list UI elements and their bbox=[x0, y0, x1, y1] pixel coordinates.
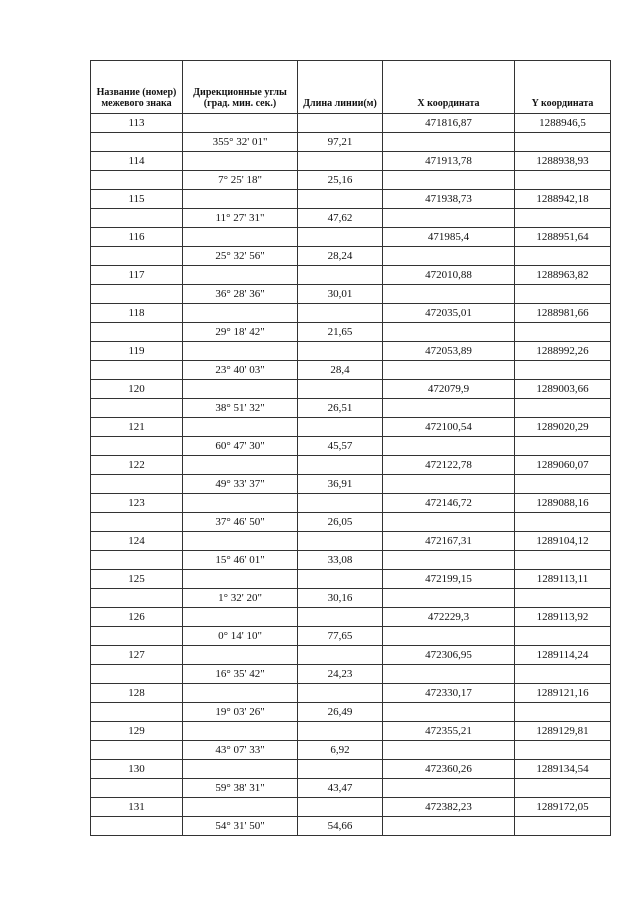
x-coordinate: 472360,26 bbox=[383, 760, 515, 779]
empty-cell bbox=[515, 779, 611, 798]
point-name: 116 bbox=[91, 228, 183, 247]
empty-cell bbox=[298, 532, 383, 551]
empty-cell bbox=[298, 494, 383, 513]
empty-cell bbox=[183, 494, 298, 513]
y-coordinate: 1289113,11 bbox=[515, 570, 611, 589]
empty-cell bbox=[515, 399, 611, 418]
y-coordinate: 1288942,18 bbox=[515, 190, 611, 209]
table-body bbox=[91, 114, 611, 836]
table-row bbox=[91, 798, 611, 817]
empty-cell bbox=[383, 817, 515, 836]
line-length: 30,01 bbox=[298, 285, 383, 304]
boundary-coordinates-table bbox=[90, 60, 611, 836]
empty-cell bbox=[298, 570, 383, 589]
y-coordinate: 1288963,82 bbox=[515, 266, 611, 285]
direction-angle: 23° 40' 03" bbox=[183, 361, 298, 380]
y-coordinate: 1289129,81 bbox=[515, 722, 611, 741]
empty-cell bbox=[298, 760, 383, 779]
empty-cell bbox=[515, 589, 611, 608]
y-coordinate: 1289060,07 bbox=[515, 456, 611, 475]
empty-cell bbox=[515, 171, 611, 190]
empty-cell bbox=[91, 513, 183, 532]
empty-cell bbox=[515, 817, 611, 836]
table-row bbox=[91, 684, 611, 703]
direction-angle: 7° 25' 18" bbox=[183, 171, 298, 190]
empty-cell bbox=[91, 437, 183, 456]
x-coordinate: 472146,72 bbox=[383, 494, 515, 513]
empty-cell bbox=[91, 133, 183, 152]
point-name: 114 bbox=[91, 152, 183, 171]
x-coordinate: 471985,4 bbox=[383, 228, 515, 247]
x-coordinate: 472035,01 bbox=[383, 304, 515, 323]
table-row bbox=[91, 304, 611, 323]
empty-cell bbox=[91, 817, 183, 836]
x-coordinate: 472010,88 bbox=[383, 266, 515, 285]
table-row bbox=[91, 817, 611, 836]
x-coordinate: 472229,3 bbox=[383, 608, 515, 627]
empty-cell bbox=[298, 152, 383, 171]
empty-cell bbox=[383, 171, 515, 190]
empty-cell bbox=[183, 114, 298, 133]
empty-cell bbox=[298, 798, 383, 817]
empty-cell bbox=[183, 532, 298, 551]
empty-cell bbox=[383, 703, 515, 722]
empty-cell bbox=[515, 361, 611, 380]
point-name: 127 bbox=[91, 646, 183, 665]
line-length: 26,05 bbox=[298, 513, 383, 532]
empty-cell bbox=[515, 551, 611, 570]
direction-angle: 15° 46' 01" bbox=[183, 551, 298, 570]
point-name: 129 bbox=[91, 722, 183, 741]
line-length: 45,57 bbox=[298, 437, 383, 456]
empty-cell bbox=[298, 114, 383, 133]
empty-cell bbox=[183, 646, 298, 665]
line-length: 33,08 bbox=[298, 551, 383, 570]
table-row bbox=[91, 627, 611, 646]
empty-cell bbox=[91, 323, 183, 342]
empty-cell bbox=[298, 456, 383, 475]
table-row bbox=[91, 456, 611, 475]
x-coordinate: 472382,23 bbox=[383, 798, 515, 817]
line-length: 6,92 bbox=[298, 741, 383, 760]
empty-cell bbox=[383, 247, 515, 266]
line-length: 43,47 bbox=[298, 779, 383, 798]
x-coordinate: 471938,73 bbox=[383, 190, 515, 209]
empty-cell bbox=[383, 285, 515, 304]
direction-angle: 29° 18' 42" bbox=[183, 323, 298, 342]
empty-cell bbox=[383, 627, 515, 646]
empty-cell bbox=[183, 418, 298, 437]
table-row bbox=[91, 494, 611, 513]
line-length: 36,91 bbox=[298, 475, 383, 494]
header-direction-angle: Дирекционные углы (град. мин. сек.) bbox=[183, 61, 298, 114]
direction-angle: 11° 27' 31" bbox=[183, 209, 298, 228]
empty-cell bbox=[298, 722, 383, 741]
direction-angle: 19° 03' 26" bbox=[183, 703, 298, 722]
empty-cell bbox=[383, 665, 515, 684]
table-row bbox=[91, 760, 611, 779]
table-row bbox=[91, 741, 611, 760]
line-length: 30,16 bbox=[298, 589, 383, 608]
y-coordinate: 1289134,54 bbox=[515, 760, 611, 779]
empty-cell bbox=[383, 513, 515, 532]
y-coordinate: 1289003,66 bbox=[515, 380, 611, 399]
line-length: 21,65 bbox=[298, 323, 383, 342]
line-length: 47,62 bbox=[298, 209, 383, 228]
direction-angle: 59° 38' 31" bbox=[183, 779, 298, 798]
y-coordinate: 1288992,26 bbox=[515, 342, 611, 361]
y-coordinate: 1289172,05 bbox=[515, 798, 611, 817]
x-coordinate: 472355,21 bbox=[383, 722, 515, 741]
point-name: 128 bbox=[91, 684, 183, 703]
empty-cell bbox=[183, 380, 298, 399]
y-coordinate: 1288946,5 bbox=[515, 114, 611, 133]
table-row bbox=[91, 323, 611, 342]
empty-cell bbox=[91, 627, 183, 646]
direction-angle: 49° 33' 37" bbox=[183, 475, 298, 494]
direction-angle: 37° 46' 50" bbox=[183, 513, 298, 532]
empty-cell bbox=[383, 399, 515, 418]
y-coordinate: 1289121,16 bbox=[515, 684, 611, 703]
point-name: 122 bbox=[91, 456, 183, 475]
x-coordinate: 472167,31 bbox=[383, 532, 515, 551]
point-name: 125 bbox=[91, 570, 183, 589]
table-row bbox=[91, 152, 611, 171]
empty-cell bbox=[298, 380, 383, 399]
table-row bbox=[91, 209, 611, 228]
table-row bbox=[91, 589, 611, 608]
y-coordinate: 1289088,16 bbox=[515, 494, 611, 513]
empty-cell bbox=[91, 703, 183, 722]
x-coordinate: 472306,95 bbox=[383, 646, 515, 665]
table-row bbox=[91, 475, 611, 494]
table-row bbox=[91, 114, 611, 133]
table-row bbox=[91, 190, 611, 209]
point-name: 126 bbox=[91, 608, 183, 627]
point-name: 113 bbox=[91, 114, 183, 133]
header-y-coordinate: Y координата bbox=[515, 61, 611, 114]
point-name: 120 bbox=[91, 380, 183, 399]
table-row bbox=[91, 722, 611, 741]
empty-cell bbox=[183, 342, 298, 361]
direction-angle: 43° 07' 33" bbox=[183, 741, 298, 760]
empty-cell bbox=[383, 133, 515, 152]
point-name: 130 bbox=[91, 760, 183, 779]
empty-cell bbox=[515, 627, 611, 646]
point-name: 124 bbox=[91, 532, 183, 551]
empty-cell bbox=[515, 247, 611, 266]
table-row bbox=[91, 703, 611, 722]
table-row bbox=[91, 285, 611, 304]
y-coordinate: 1288938,93 bbox=[515, 152, 611, 171]
table-row bbox=[91, 665, 611, 684]
empty-cell bbox=[298, 228, 383, 247]
table-row bbox=[91, 437, 611, 456]
empty-cell bbox=[515, 741, 611, 760]
table-row bbox=[91, 513, 611, 532]
header-point-name: Название (номер) межевого знака bbox=[91, 61, 183, 114]
empty-cell bbox=[515, 513, 611, 532]
empty-cell bbox=[298, 342, 383, 361]
empty-cell bbox=[383, 741, 515, 760]
table-row bbox=[91, 266, 611, 285]
empty-cell bbox=[183, 152, 298, 171]
empty-cell bbox=[298, 684, 383, 703]
table-row bbox=[91, 361, 611, 380]
point-name: 115 bbox=[91, 190, 183, 209]
line-length: 77,65 bbox=[298, 627, 383, 646]
empty-cell bbox=[183, 760, 298, 779]
table-row bbox=[91, 646, 611, 665]
point-name: 117 bbox=[91, 266, 183, 285]
empty-cell bbox=[91, 551, 183, 570]
x-coordinate: 472100,54 bbox=[383, 418, 515, 437]
empty-cell bbox=[183, 722, 298, 741]
empty-cell bbox=[383, 323, 515, 342]
table-row bbox=[91, 551, 611, 570]
empty-cell bbox=[383, 551, 515, 570]
empty-cell bbox=[383, 779, 515, 798]
empty-cell bbox=[298, 608, 383, 627]
x-coordinate: 472330,17 bbox=[383, 684, 515, 703]
x-coordinate: 472122,78 bbox=[383, 456, 515, 475]
empty-cell bbox=[383, 589, 515, 608]
empty-cell bbox=[515, 209, 611, 228]
empty-cell bbox=[298, 304, 383, 323]
empty-cell bbox=[91, 665, 183, 684]
x-coordinate: 472053,89 bbox=[383, 342, 515, 361]
table-row bbox=[91, 608, 611, 627]
empty-cell bbox=[383, 437, 515, 456]
direction-angle: 0° 14' 10" bbox=[183, 627, 298, 646]
empty-cell bbox=[91, 475, 183, 494]
table-row bbox=[91, 779, 611, 798]
empty-cell bbox=[183, 266, 298, 285]
direction-angle: 25° 32' 56" bbox=[183, 247, 298, 266]
empty-cell bbox=[383, 475, 515, 494]
empty-cell bbox=[183, 190, 298, 209]
direction-angle: 38° 51' 32" bbox=[183, 399, 298, 418]
header-x-coordinate: X координата bbox=[383, 61, 515, 114]
table-row bbox=[91, 418, 611, 437]
table-row bbox=[91, 380, 611, 399]
direction-angle: 54° 31' 50" bbox=[183, 817, 298, 836]
y-coordinate: 1289104,12 bbox=[515, 532, 611, 551]
point-name: 119 bbox=[91, 342, 183, 361]
point-name: 131 bbox=[91, 798, 183, 817]
empty-cell bbox=[515, 665, 611, 684]
empty-cell bbox=[383, 209, 515, 228]
line-length: 26,49 bbox=[298, 703, 383, 722]
table-row bbox=[91, 342, 611, 361]
empty-cell bbox=[298, 418, 383, 437]
line-length: 25,16 bbox=[298, 171, 383, 190]
table-row bbox=[91, 133, 611, 152]
empty-cell bbox=[91, 171, 183, 190]
empty-cell bbox=[515, 323, 611, 342]
header-line-length: Длина линии(м) bbox=[298, 61, 383, 114]
empty-cell bbox=[183, 684, 298, 703]
y-coordinate: 1288981,66 bbox=[515, 304, 611, 323]
point-name: 123 bbox=[91, 494, 183, 513]
point-name: 121 bbox=[91, 418, 183, 437]
empty-cell bbox=[183, 304, 298, 323]
empty-cell bbox=[91, 741, 183, 760]
empty-cell bbox=[91, 779, 183, 798]
empty-cell bbox=[183, 456, 298, 475]
direction-angle: 60° 47' 30" bbox=[183, 437, 298, 456]
table-row bbox=[91, 171, 611, 190]
x-coordinate: 472079,9 bbox=[383, 380, 515, 399]
y-coordinate: 1289113,92 bbox=[515, 608, 611, 627]
empty-cell bbox=[91, 361, 183, 380]
empty-cell bbox=[183, 608, 298, 627]
line-length: 24,23 bbox=[298, 665, 383, 684]
line-length: 54,66 bbox=[298, 817, 383, 836]
point-name: 118 bbox=[91, 304, 183, 323]
x-coordinate: 471816,87 bbox=[383, 114, 515, 133]
line-length: 28,24 bbox=[298, 247, 383, 266]
empty-cell bbox=[298, 190, 383, 209]
empty-cell bbox=[91, 285, 183, 304]
empty-cell bbox=[183, 228, 298, 247]
empty-cell bbox=[91, 247, 183, 266]
x-coordinate: 472199,15 bbox=[383, 570, 515, 589]
empty-cell bbox=[383, 361, 515, 380]
empty-cell bbox=[183, 570, 298, 589]
line-length: 28,4 bbox=[298, 361, 383, 380]
table-header-row bbox=[91, 61, 611, 114]
empty-cell bbox=[91, 209, 183, 228]
table-row bbox=[91, 399, 611, 418]
empty-cell bbox=[91, 589, 183, 608]
y-coordinate: 1289020,29 bbox=[515, 418, 611, 437]
table-row bbox=[91, 247, 611, 266]
empty-cell bbox=[515, 703, 611, 722]
direction-angle: 16° 35' 42" bbox=[183, 665, 298, 684]
empty-cell bbox=[298, 266, 383, 285]
empty-cell bbox=[515, 133, 611, 152]
line-length: 97,21 bbox=[298, 133, 383, 152]
empty-cell bbox=[515, 437, 611, 456]
y-coordinate: 1289114,24 bbox=[515, 646, 611, 665]
table-row bbox=[91, 228, 611, 247]
empty-cell bbox=[91, 399, 183, 418]
empty-cell bbox=[515, 475, 611, 494]
empty-cell bbox=[298, 646, 383, 665]
direction-angle: 36° 28' 36" bbox=[183, 285, 298, 304]
y-coordinate: 1288951,64 bbox=[515, 228, 611, 247]
line-length: 26,51 bbox=[298, 399, 383, 418]
x-coordinate: 471913,78 bbox=[383, 152, 515, 171]
direction-angle: 355° 32' 01" bbox=[183, 133, 298, 152]
direction-angle: 1° 32' 20" bbox=[183, 589, 298, 608]
table-row bbox=[91, 570, 611, 589]
empty-cell bbox=[183, 798, 298, 817]
table-row bbox=[91, 532, 611, 551]
empty-cell bbox=[515, 285, 611, 304]
